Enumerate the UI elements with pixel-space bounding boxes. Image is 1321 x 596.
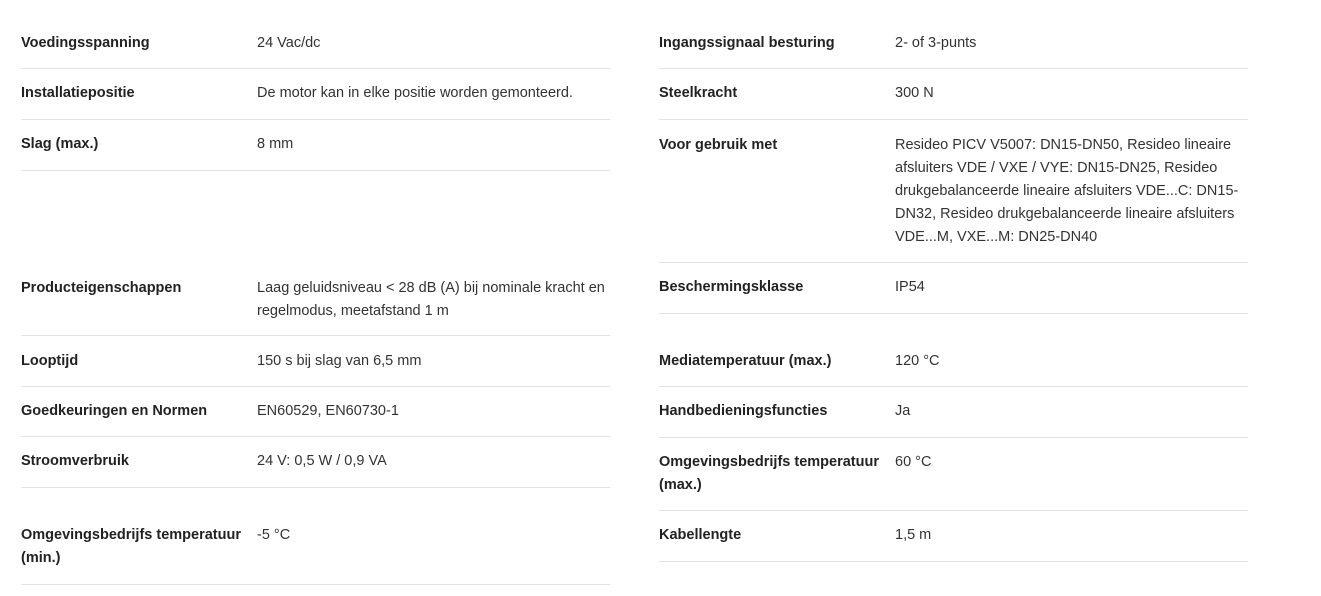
spec-label: Ingangssignaal besturing xyxy=(659,35,835,51)
spec-value: 2- of 3-punts xyxy=(895,35,977,51)
spec-row xyxy=(21,488,610,585)
spec-value: 24 V: 0,5 W / 0,9 VA xyxy=(257,453,387,469)
spec-label: Steelkracht xyxy=(659,85,738,101)
spec-row xyxy=(21,437,610,488)
spec-row xyxy=(659,120,1248,263)
spec-label: Producteigenschappen xyxy=(21,280,182,296)
spec-label: Goedkeuringen en Normen xyxy=(21,403,208,419)
spec-value: 24 Vac/dc xyxy=(257,35,321,51)
spec-label: Handbedieningsfuncties xyxy=(659,403,828,419)
spec-value: 60 °C xyxy=(895,454,932,470)
spec-value: 300 N xyxy=(895,85,934,101)
spec-row xyxy=(21,69,610,120)
spec-label: Voedingsspanning xyxy=(21,35,150,51)
spec-label: Stroomverbruik xyxy=(21,453,129,469)
spec-row xyxy=(659,20,1248,69)
spec-label: Voor gebruik met xyxy=(659,137,778,153)
spec-value: EN60529, EN60730-1 xyxy=(257,403,399,419)
spec-value: 1,5 m xyxy=(895,527,932,543)
spec-row xyxy=(659,438,1248,511)
spec-value: Resideo PICV V5007: DN15-DN50, Resideo lineaire afsluiters VDE / VXE / VYE: DN15-DN25, Resideo drukgebalanceerde lineaire afsluiters VDE...C: DN15-DN32, Resideo drukgebalanceerde lineaire afsluiters VDE...M, VXE...M: DN25-DN40 xyxy=(895,137,1239,245)
spec-row xyxy=(21,171,610,336)
spec-row xyxy=(21,387,610,437)
spec-row xyxy=(659,69,1248,120)
spec-value: IP54 xyxy=(895,279,925,295)
spec-value: -5 °C xyxy=(257,527,291,543)
spec-label: Omgevingsbedrijfs temperatuur (max.) xyxy=(659,454,879,493)
spec-label: Kabellengte xyxy=(659,527,742,543)
spec-row xyxy=(659,263,1248,314)
spec-label: Looptijd xyxy=(21,353,79,369)
spec-label: Slag (max.) xyxy=(21,136,99,152)
spec-row xyxy=(21,120,610,171)
spec-row xyxy=(21,20,610,69)
spec-value: Laag geluidsniveau < 28 dB (A) bij nominale kracht en regelmodus, meetafstand 1 m xyxy=(257,280,605,319)
spec-row xyxy=(659,511,1248,562)
spec-value: 150 s bij slag van 6,5 mm xyxy=(257,353,422,369)
spec-table-left xyxy=(21,20,610,585)
spec-label: Omgevingsbedrijfs temperatuur (min.) xyxy=(21,527,241,566)
spec-value: 8 mm xyxy=(257,136,294,152)
spec-label: Installatiepositie xyxy=(21,85,135,101)
spec-label: Mediatemperatuur (max.) xyxy=(659,353,832,369)
spec-value: Ja xyxy=(895,403,911,419)
spec-label: Beschermingsklasse xyxy=(659,279,804,295)
spec-row xyxy=(21,336,610,387)
spec-row xyxy=(659,314,1248,387)
spec-value: 120 °C xyxy=(895,353,940,369)
spec-value: De motor kan in elke positie worden gemonteerd. xyxy=(257,85,573,101)
spec-row xyxy=(659,387,1248,438)
spec-table-right xyxy=(659,20,1248,562)
